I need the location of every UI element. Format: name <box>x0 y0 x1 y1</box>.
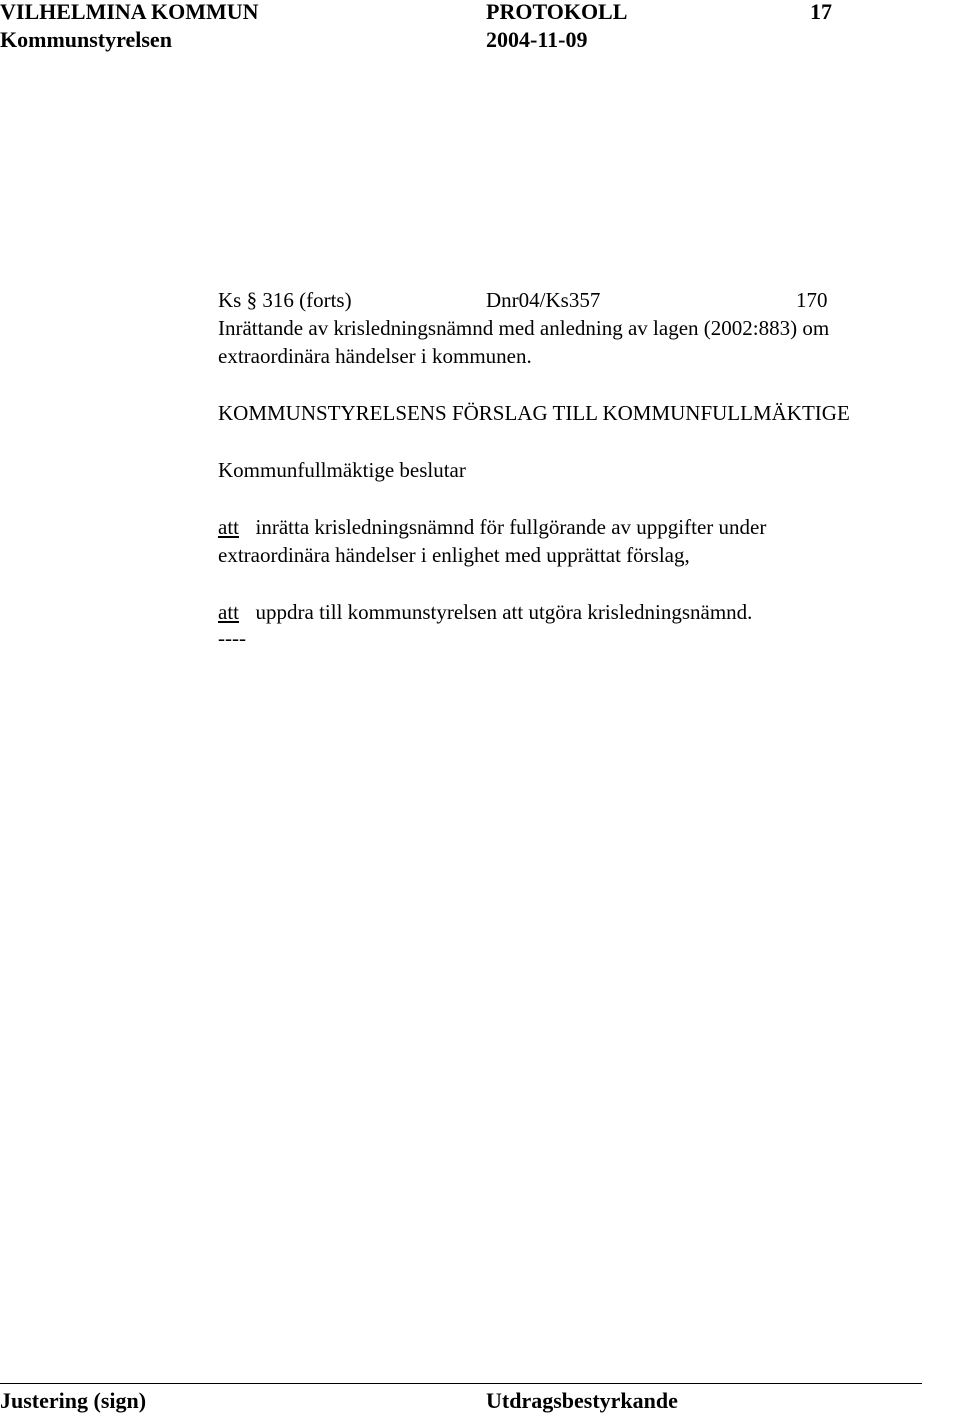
decision-1-line-2: extraordinära händelser i enlighet med upprättat förslag, <box>218 543 690 567</box>
footer-utdragsbestyrkande: Utdragsbestyrkande <box>486 1388 678 1413</box>
proposal-intro: Kommunfullmäktige beslutar <box>218 458 466 482</box>
decision-2 <box>218 598 752 626</box>
decision-att-keyword: att <box>218 515 239 539</box>
footer-justering: Justering (sign) <box>0 1388 147 1413</box>
footer-divider <box>0 1383 922 1384</box>
end-marker: ---- <box>218 626 246 650</box>
ks-paragraph-ref: Ks § 316 (forts) <box>218 288 352 312</box>
item-title-line-2: extraordinära händelser i kommunen. <box>218 344 532 368</box>
dnr-ref: Dnr04/Ks357 <box>486 288 601 312</box>
decision-1 <box>218 513 766 541</box>
decision-att-keyword: att <box>218 600 239 624</box>
page-number: 17 <box>810 0 832 24</box>
meeting-date: 2004-11-09 <box>486 27 588 52</box>
item-title-line-1: Inrättande av krisledningsnämnd med anledning av lagen (2002:883) om <box>218 316 830 340</box>
decision-1-line-1: inrätta krisledningsnämnd för fullgörande av uppgifter under <box>255 515 767 539</box>
decision-2-line-1: uppdra till kommunstyrelsen att utgöra krisledningsnämnd. <box>255 600 753 624</box>
document-type: PROTOKOLL <box>486 0 628 24</box>
municipality-name: VILHELMINA KOMMUN <box>0 0 259 24</box>
proposal-heading: KOMMUNSTYRELSENS FÖRSLAG TILL KOMMUNFULLMÄKTIGE <box>218 401 850 425</box>
item-number: 170 <box>796 288 828 312</box>
body-name: Kommunstyrelsen <box>0 27 172 52</box>
